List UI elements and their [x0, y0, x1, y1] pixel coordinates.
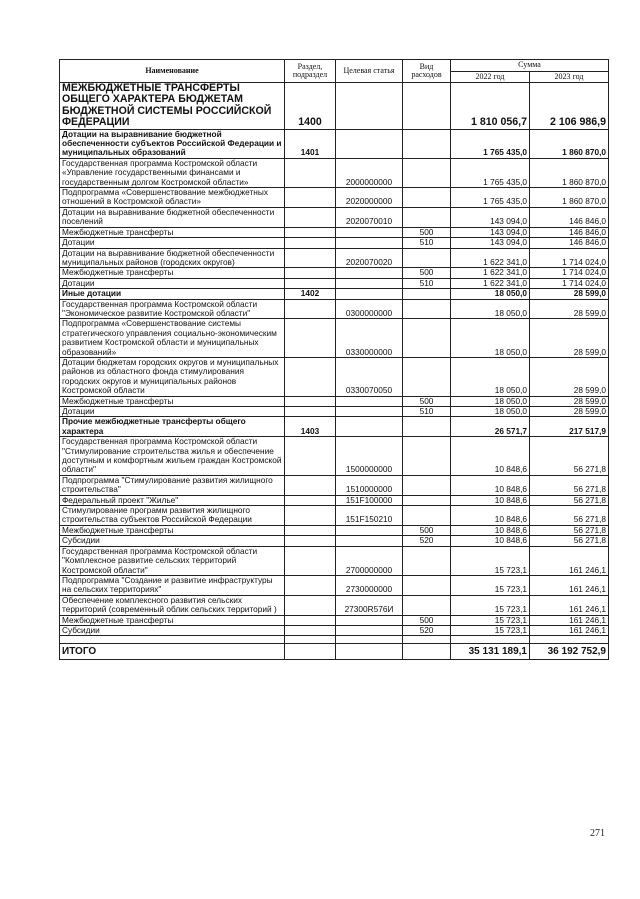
row-2023: 1 860 870,0 [530, 158, 609, 187]
row-section [285, 227, 336, 237]
row-2023: 146 846,0 [530, 227, 609, 237]
row-2023: 1 714 024,0 [530, 278, 609, 288]
row-2022: 1 810 056,7 [451, 83, 530, 130]
row-2022: 10 848,6 [451, 506, 530, 526]
row-article: 151F150210 [336, 506, 403, 526]
row-2022: 1 765 435,0 [451, 188, 530, 208]
row-name: Дотации бюджетам городских округов и муниципальных районов из областного фонда стимулирования городских округов и муниципальных районов Костромской области [60, 357, 285, 396]
row-section [285, 188, 336, 208]
row-article: 2000000000 [336, 158, 403, 187]
row-expense: 510 [403, 407, 451, 417]
row-name: Дотации [60, 278, 285, 288]
row-name: Дотации [60, 238, 285, 248]
header-year-2022: 2022 год [451, 71, 530, 83]
row-name: Федеральный проект "Жилье" [60, 495, 285, 505]
row-expense [403, 475, 451, 495]
table-row [60, 299, 609, 319]
row-2022: 1 622 341,0 [451, 248, 530, 268]
row-expense: 500 [403, 268, 451, 278]
row-expense: 510 [403, 278, 451, 288]
table-row [60, 417, 609, 437]
row-2022: 10 848,6 [451, 495, 530, 505]
row-2022: 18 050,0 [451, 299, 530, 319]
row-2023: 56 271,8 [530, 506, 609, 526]
row-article: 2020070020 [336, 248, 403, 268]
table-row [60, 207, 609, 227]
row-2023: 28 599,0 [530, 319, 609, 358]
row-expense [403, 506, 451, 526]
row-section [285, 475, 336, 495]
total-2023: 36 192 752,9 [530, 644, 609, 660]
row-name: Дотации на выравнивание бюджетной обеспеченности поселений [60, 207, 285, 227]
row-section [285, 238, 336, 248]
row-2023: 1 860 870,0 [530, 188, 609, 208]
table-row [60, 357, 609, 396]
total-label: ИТОГО [60, 644, 285, 660]
header-expense: Вид расходов [403, 60, 451, 83]
row-expense [403, 417, 451, 437]
row-article [336, 238, 403, 248]
row-expense [403, 357, 451, 396]
row-article: 1510000000 [336, 475, 403, 495]
row-article [336, 625, 403, 635]
table-row [60, 536, 609, 546]
row-expense: 500 [403, 227, 451, 237]
table-row [60, 506, 609, 526]
row-article [336, 289, 403, 299]
table-row [60, 625, 609, 635]
row-2023: 56 271,8 [530, 475, 609, 495]
row-article [336, 129, 403, 158]
table-row [60, 129, 609, 158]
row-expense [403, 319, 451, 358]
row-2023: 56 271,8 [530, 437, 609, 476]
row-name: Подпрограмма "Стимулирование развития жилищного строительства" [60, 475, 285, 495]
row-name: Дотации на выравнивание бюджетной обеспеченности субъектов Российской Федерации и муниципальных образований [60, 129, 285, 158]
row-section [285, 268, 336, 278]
row-article: 1500000000 [336, 437, 403, 476]
row-section [285, 575, 336, 595]
row-section [285, 299, 336, 319]
row-2023: 28 599,0 [530, 407, 609, 417]
row-2022: 1 765 435,0 [451, 129, 530, 158]
row-name: Межбюджетные трансферты [60, 525, 285, 535]
row-section [285, 495, 336, 505]
row-section [285, 615, 336, 625]
table-row [60, 407, 609, 417]
row-section [285, 207, 336, 227]
row-article: 151F100000 [336, 495, 403, 505]
row-expense: 510 [403, 238, 451, 248]
row-2023: 56 271,8 [530, 525, 609, 535]
row-2022: 143 094,0 [451, 207, 530, 227]
row-2022: 10 848,6 [451, 525, 530, 535]
row-expense [403, 437, 451, 476]
table-row [60, 595, 609, 615]
row-name: Государственная программа Костромской области «Управление государственными финансами и государственным долгом Костромской области» [60, 158, 285, 187]
row-expense [403, 188, 451, 208]
row-section [285, 278, 336, 288]
total-expense [403, 644, 451, 660]
row-article: 2020070010 [336, 207, 403, 227]
row-name: Иные дотации [60, 289, 285, 299]
row-name: Подпрограмма "Создание и развитие инфраструктуры на сельских территориях" [60, 575, 285, 595]
row-expense [403, 299, 451, 319]
row-2022: 10 848,6 [451, 475, 530, 495]
row-expense [403, 207, 451, 227]
row-expense: 500 [403, 615, 451, 625]
page-number: 271 [590, 828, 605, 839]
row-2022: 1 622 341,0 [451, 278, 530, 288]
row-name: Прочие межбюджетные трансферты общего характера [60, 417, 285, 437]
row-2023: 28 599,0 [530, 357, 609, 396]
total-2022: 35 131 189,1 [451, 644, 530, 660]
row-article [336, 615, 403, 625]
header-section: Раздел, подраздел [285, 60, 336, 83]
spacer-row [60, 636, 609, 644]
row-article [336, 525, 403, 535]
table-row [60, 83, 609, 130]
row-section: 1403 [285, 417, 336, 437]
row-name: Подпрограмма «Совершенствование системы стратегического управления социально-экономическим развитием Костромской области и муниципальных образований» [60, 319, 285, 358]
row-name: Обеспечение комплексного развития сельских территорий (современный облик сельских территорий ) [60, 595, 285, 615]
row-2023: 28 599,0 [530, 396, 609, 406]
row-article [336, 83, 403, 130]
row-2023: 1 860 870,0 [530, 129, 609, 158]
header-year-2023: 2023 год [530, 71, 609, 83]
row-section [285, 525, 336, 535]
table-body [60, 83, 609, 636]
row-section: 1401 [285, 129, 336, 158]
row-expense [403, 546, 451, 575]
row-section: 1402 [285, 289, 336, 299]
row-expense [403, 495, 451, 505]
row-2022: 1 765 435,0 [451, 158, 530, 187]
row-article: 0330000000 [336, 319, 403, 358]
table-row [60, 546, 609, 575]
row-expense: 500 [403, 396, 451, 406]
row-name: Государственная программа Костромской области "Стимулирование строительства жилья и обеспечение доступным и комфортным жильем граждан Костромской области" [60, 437, 285, 476]
row-name: Межбюджетные трансферты [60, 615, 285, 625]
row-name: Межбюджетные трансферты [60, 396, 285, 406]
row-section [285, 625, 336, 635]
row-section [285, 595, 336, 615]
row-2023: 56 271,8 [530, 536, 609, 546]
row-section [285, 536, 336, 546]
row-section [285, 407, 336, 417]
row-2023: 146 846,0 [530, 207, 609, 227]
row-2022: 15 723,1 [451, 546, 530, 575]
row-article [336, 407, 403, 417]
row-2022: 18 050,0 [451, 319, 530, 358]
row-section [285, 357, 336, 396]
row-name: Субсидии [60, 625, 285, 635]
row-2023: 161 246,1 [530, 546, 609, 575]
table-row [60, 227, 609, 237]
total-section [285, 644, 336, 660]
row-section [285, 396, 336, 406]
row-expense [403, 83, 451, 130]
row-2023: 28 599,0 [530, 289, 609, 299]
table-header [60, 60, 609, 83]
row-2023: 161 246,1 [530, 625, 609, 635]
header-sum: Сумма [451, 60, 609, 72]
row-2022: 18 050,0 [451, 396, 530, 406]
row-2022: 143 094,0 [451, 238, 530, 248]
row-article: 0300000000 [336, 299, 403, 319]
row-expense [403, 595, 451, 615]
row-2022: 15 723,1 [451, 615, 530, 625]
row-section [285, 506, 336, 526]
row-section [285, 546, 336, 575]
row-2023: 1 714 024,0 [530, 268, 609, 278]
row-2022: 18 050,0 [451, 357, 530, 396]
row-2022: 26 571,7 [451, 417, 530, 437]
total-row [60, 644, 609, 660]
row-name: Дотации [60, 407, 285, 417]
row-2023: 161 246,1 [530, 575, 609, 595]
row-2023: 28 599,0 [530, 299, 609, 319]
table-row [60, 615, 609, 625]
header-article: Целевая статья [336, 60, 403, 83]
row-2022: 15 723,1 [451, 625, 530, 635]
row-expense [403, 248, 451, 268]
row-2023: 1 714 024,0 [530, 248, 609, 268]
row-2023: 146 846,0 [530, 238, 609, 248]
table-row [60, 396, 609, 406]
row-name: МЕЖБЮДЖЕТНЫЕ ТРАНСФЕРТЫ ОБЩЕГО ХАРАКТЕРА БЮДЖЕТАМ БЮДЖЕТНОЙ СИСТЕМЫ РОССИЙСКОЙ ФЕДЕРАЦИИ [60, 83, 285, 130]
row-name: Межбюджетные трансферты [60, 268, 285, 278]
row-article: 2020000000 [336, 188, 403, 208]
row-article [336, 278, 403, 288]
row-section [285, 248, 336, 268]
row-2023: 161 246,1 [530, 595, 609, 615]
row-article [336, 227, 403, 237]
row-expense: 520 [403, 536, 451, 546]
row-section [285, 437, 336, 476]
row-article [336, 536, 403, 546]
row-name: Дотации на выравнивание бюджетной обеспеченности муниципальных районов (городских округов) [60, 248, 285, 268]
row-article: 27300R576И [336, 595, 403, 615]
row-2022: 143 094,0 [451, 227, 530, 237]
row-article: 2700000000 [336, 546, 403, 575]
row-expense [403, 289, 451, 299]
table-row [60, 475, 609, 495]
row-section [285, 319, 336, 358]
row-expense [403, 129, 451, 158]
row-expense: 520 [403, 625, 451, 635]
row-name: Субсидии [60, 536, 285, 546]
row-article [336, 417, 403, 437]
row-expense: 500 [403, 525, 451, 535]
row-2022: 1 622 341,0 [451, 268, 530, 278]
total-article [336, 644, 403, 660]
table-row [60, 238, 609, 248]
row-2022: 18 050,0 [451, 289, 530, 299]
row-name: Государственная программа Костромской области "Экономическое развитие Костромской области" [60, 299, 285, 319]
row-expense [403, 158, 451, 187]
row-2022: 18 050,0 [451, 407, 530, 417]
row-name: Межбюджетные трансферты [60, 227, 285, 237]
header-name: Наименование [60, 60, 285, 83]
table-row [60, 188, 609, 208]
row-name: Подпрограмма «Совершенствование межбюджетных отношений в Костромской области» [60, 188, 285, 208]
budget-table [59, 59, 609, 660]
table-row [60, 268, 609, 278]
row-name: Государственная программа Костромской области "Комплексное развитие сельских территорий Костромской области" [60, 546, 285, 575]
row-expense [403, 575, 451, 595]
row-2023: 56 271,8 [530, 495, 609, 505]
table-row [60, 248, 609, 268]
row-2023: 217 517,9 [530, 417, 609, 437]
table-row [60, 319, 609, 358]
row-article [336, 396, 403, 406]
row-article [336, 268, 403, 278]
table-row [60, 437, 609, 476]
row-section: 1400 [285, 83, 336, 130]
table-row [60, 525, 609, 535]
table-row [60, 158, 609, 187]
table-row [60, 278, 609, 288]
row-2023: 2 106 986,9 [530, 83, 609, 130]
row-2023: 161 246,1 [530, 615, 609, 625]
row-section [285, 158, 336, 187]
table-row [60, 495, 609, 505]
table-row [60, 289, 609, 299]
row-article: 2730000000 [336, 575, 403, 595]
table-row [60, 575, 609, 595]
row-article: 0330070050 [336, 357, 403, 396]
row-2022: 15 723,1 [451, 595, 530, 615]
row-2022: 10 848,6 [451, 437, 530, 476]
row-2022: 15 723,1 [451, 575, 530, 595]
table-footer [60, 636, 609, 660]
row-2022: 10 848,6 [451, 536, 530, 546]
row-name: Стимулирование программ развития жилищного строительства субъектов Российской Федерации [60, 506, 285, 526]
